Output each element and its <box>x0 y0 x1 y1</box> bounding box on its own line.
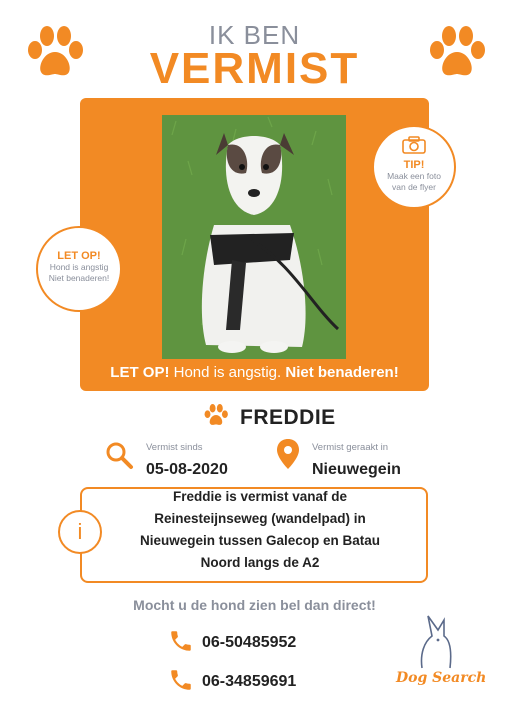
info-line: Noord langs de A2 <box>200 555 320 570</box>
paw-icon <box>22 24 88 80</box>
warning-title: LET OP! <box>57 250 101 262</box>
header-title: VERMIST <box>149 44 360 93</box>
paw-icon <box>424 24 490 80</box>
banner-emphasis-1: LET OP! <box>110 364 170 381</box>
paw-icon <box>202 403 230 432</box>
dog-name: FREDDIE <box>240 406 336 429</box>
missing-since-label: Vermist sinds <box>146 442 203 453</box>
missing-place-label: Vermist geraakt in <box>312 442 389 453</box>
location-pin-icon <box>276 438 300 475</box>
info-text <box>110 486 410 574</box>
call-instruction: Mocht u de hond zien bel dan direct! <box>133 597 376 613</box>
dog-photo <box>162 115 346 359</box>
tip-title: TIP! <box>403 159 425 171</box>
missing-since-value: 05-08-2020 <box>146 461 228 478</box>
dog-search-logo-icon <box>404 614 464 675</box>
banner-emphasis-2: Niet benaderen! <box>285 364 399 381</box>
tip-text-line1: Maak een foto <box>387 171 441 181</box>
warning-bubble <box>36 226 122 312</box>
info-line: Freddie is vermist vanaf de <box>172 489 348 504</box>
header-subtitle: IK BEN <box>208 20 301 50</box>
warning-text-line2: Niet benaderen! <box>48 273 110 283</box>
info-line: Nieuwegein tussen Galecop en Batau <box>139 533 381 548</box>
phone-icon <box>168 667 194 698</box>
camera-icon <box>374 136 454 159</box>
warning-text-line1: Hond is angstig <box>49 262 109 272</box>
warning-banner <box>80 364 429 390</box>
phone-number[interactable]: 06-50485952 <box>202 634 297 651</box>
missing-place-value: Nieuwegein <box>312 461 401 478</box>
info-icon: i <box>58 510 102 554</box>
tip-text-line2: van de flyer <box>392 182 436 192</box>
search-icon <box>104 440 134 475</box>
tip-bubble <box>372 125 456 209</box>
banner-text: Hond is angstig. <box>169 364 286 381</box>
phone-number[interactable]: 06-34859691 <box>202 673 297 690</box>
phone-icon <box>168 628 194 659</box>
info-line: Reinesteijnseweg (wandelpad) in <box>154 511 366 526</box>
logo-text: Dog Search <box>396 670 487 686</box>
